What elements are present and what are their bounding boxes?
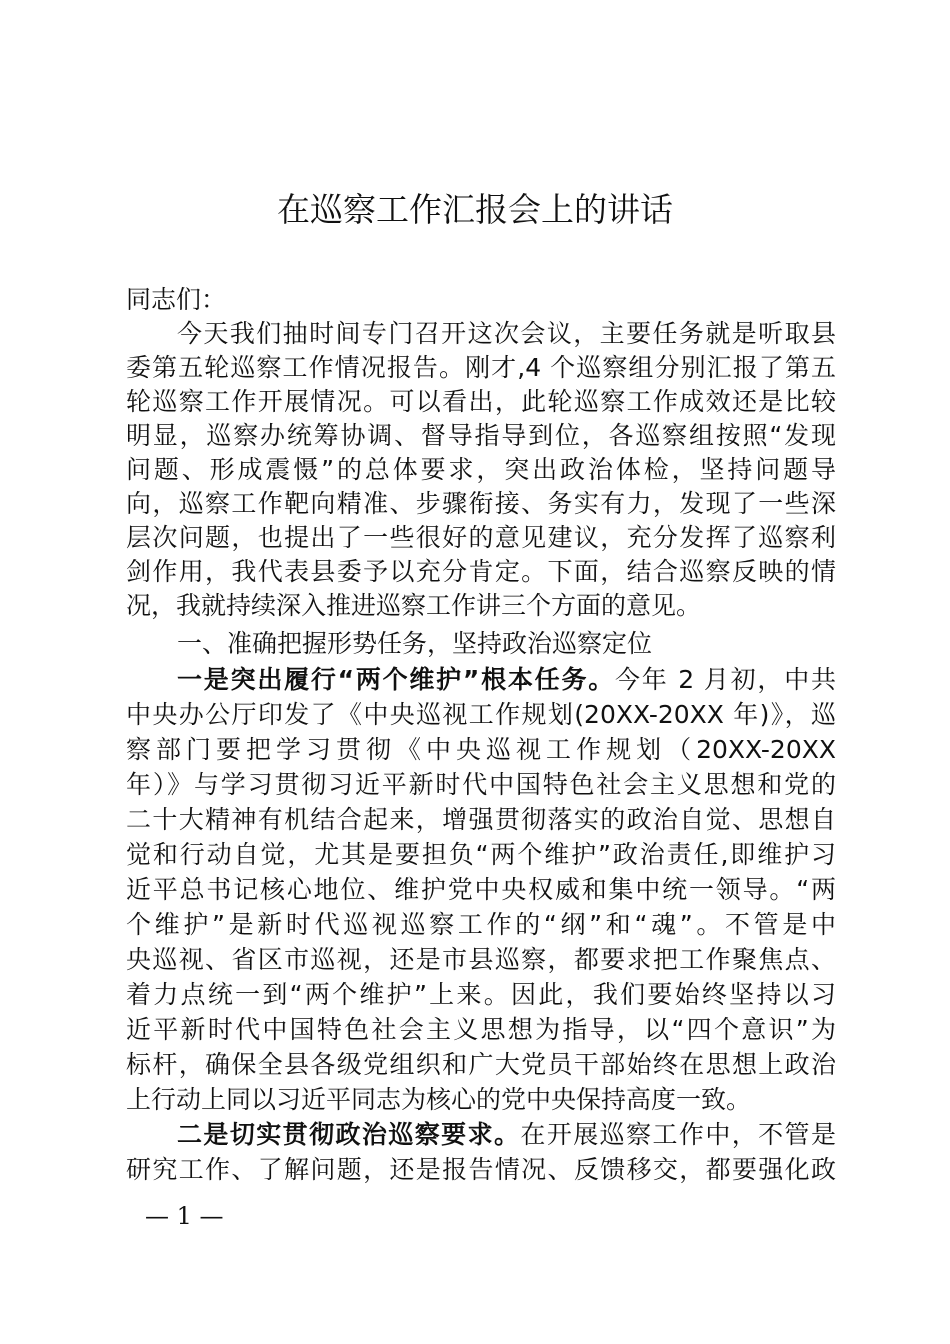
paragraph-line: 中央办公厅印发了《中央巡视工作规划(20XX-20XX 年)》，巡 [126,700,836,729]
intro-line: 向，巡察工作靶向精准、步骤衔接、务实有力，发现了一些深 [126,489,836,518]
intro-line: 问题、形成震慑”的总体要求，突出政治体检，坚持问题导 [126,455,836,484]
page-number: — 1 — [145,1202,224,1230]
paragraph-line: 觉和行动自觉，尤其是要担负“两个维护”政治责任,即维护习 [126,840,836,869]
section-heading: 一、准确把握形势任务，坚持政治巡察定位 [177,629,653,658]
intro-line: 轮巡察工作开展情况。可以看出，此轮巡察工作成效还是比较 [126,387,836,416]
paragraph-line: 二十大精神有机结合起来，增强贯彻落实的政治自觉、思想自 [126,805,836,834]
paragraph-line: 着力点统一到“两个维护”上来。因此，我们要始终坚持以习 [126,980,836,1009]
paragraph-line: 个维护”是新时代巡视巡察工作的“纲”和“魂”。不管是中 [126,910,836,939]
paragraph-bold-lead: 一是突出履行“两个维护”根本任务。 [177,665,615,694]
intro-line: 委第五轮巡察工作情况报告。刚才,4 个巡察组分别汇报了第五 [126,353,836,382]
paragraph-first-line [177,1117,836,1152]
paragraph-line: 近平新时代中国特色社会主义思想为指导，以“四个意识”为 [126,1015,836,1044]
document-title: 在巡察工作汇报会上的讲话 [277,190,673,229]
intro-line: 层次问题，也提出了一些很好的意见建议，充分发挥了巡察利 [126,523,836,552]
paragraph-line: 年）》与学习贯彻习近平新时代中国特色社会主义思想和党的 [126,770,836,799]
intro-line: 况，我就持续深入推进巡察工作讲三个方面的意见。 [126,591,702,620]
paragraph-line: 央巡视、省区市巡视，还是市县巡察，都要求把工作聚焦点、 [126,945,836,974]
paragraph-line: 标杆，确保全县各级党组织和广大党员干部始终在思想上政治 [126,1050,836,1079]
intro-line: 今天我们抽时间专门召开这次会议，主要任务就是听取县 [177,319,836,348]
paragraph-text: 在开展巡察工作中，不管是 [520,1120,836,1149]
paragraph-line: 近平总书记核心地位、维护党中央权威和集中统一领导。“两 [126,875,836,904]
paragraph-line: 上行动上同以习近平同志为核心的党中央保持高度一致。 [126,1085,752,1114]
intro-line: 明显，巡察办统筹协调、督导指导到位，各巡察组按照“发现 [126,421,836,450]
intro-line: 剑作用，我代表县委予以充分肯定。下面，结合巡察反映的情 [126,557,836,586]
paragraph-line: 察部门要把学习贯彻《中央巡视工作规划（20XX-20XX [126,735,836,764]
paragraph-first-line [177,662,836,697]
paragraph-line: 研究工作、了解问题，还是报告情况、反馈移交，都要强化政 [126,1155,836,1184]
paragraph-text: 今年 2 月初，中共 [615,665,836,694]
paragraph-bold-lead: 二是切实贯彻政治巡察要求。 [177,1120,521,1149]
salutation: 同志们： [126,285,227,314]
